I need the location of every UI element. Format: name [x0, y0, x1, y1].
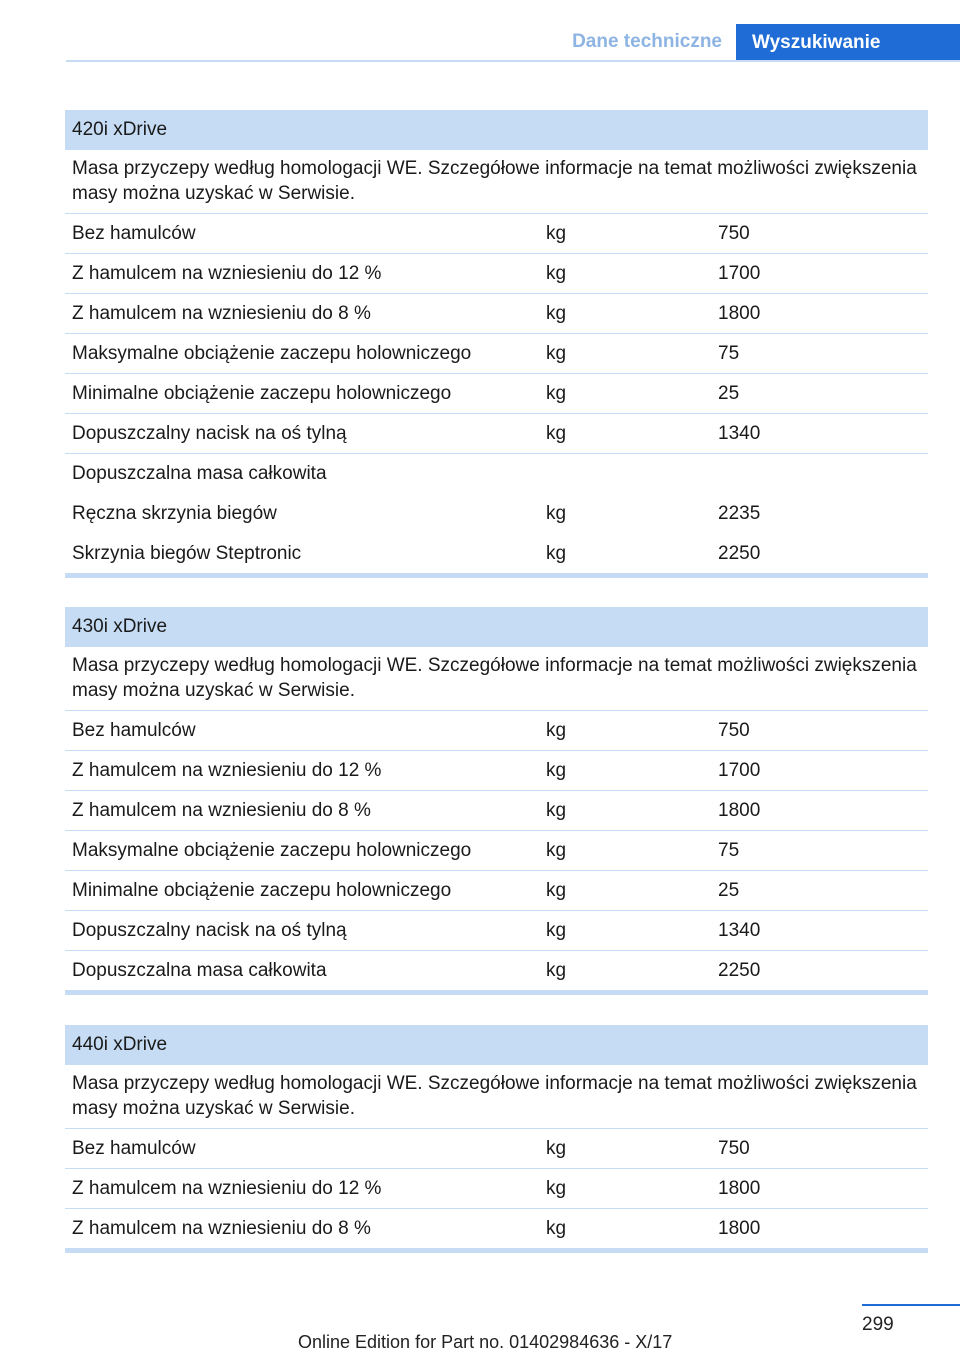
row-label: Z hamulcem na wzniesieniu do 8 % — [72, 800, 371, 821]
row-unit: kg — [546, 343, 567, 364]
row-value — [711, 454, 928, 493]
table-row — [65, 911, 928, 951]
row-label: Z hamulcem na wzniesieniu do 8 % — [72, 1218, 371, 1239]
row-value: 1340 — [718, 423, 761, 444]
row-unit: kg — [546, 920, 567, 941]
row-label: Bez hamulców — [72, 720, 196, 741]
table-row — [65, 374, 928, 414]
page-number: 299 — [862, 1314, 894, 1335]
row-label: Skrzynia biegów Steptronic — [72, 543, 302, 564]
row-label: Z hamulcem na wzniesieniu do 12 % — [72, 1178, 382, 1199]
row-unit: kg — [546, 840, 567, 861]
row-unit: kg — [546, 503, 567, 524]
table-row — [65, 494, 928, 534]
header-divider — [66, 60, 960, 62]
table-end-rule — [65, 1248, 928, 1253]
row-unit: kg — [546, 720, 567, 741]
table-title: 430i xDrive — [65, 607, 928, 647]
table-description: Masa przyczepy według homologacji WE. Szczegółowe informacje na temat możliwości zwiększenia masy można uzyskać w Serwisie. — [65, 150, 928, 214]
row-unit: kg — [546, 263, 567, 284]
table-description: Masa przyczepy według homologacji WE. Szczegółowe informacje na temat możliwości zwiększenia masy można uzyskać w Serwisie. — [65, 647, 928, 711]
table-row — [65, 254, 928, 294]
row-value: 75 — [718, 343, 740, 364]
row-label: Ręczna skrzynia biegów — [72, 503, 277, 524]
row-label: Dopuszczalny nacisk na oś tylną — [72, 920, 347, 941]
row-value: 25 — [718, 383, 740, 404]
row-unit: kg — [546, 543, 567, 564]
row-label: Maksymalne obciążenie zaczepu holowniczego — [72, 840, 472, 861]
table-row — [65, 751, 928, 791]
row-label: Minimalne obciążenie zaczepu holowniczego — [72, 383, 452, 404]
table-row — [65, 1209, 928, 1248]
row-unit: kg — [546, 1138, 567, 1159]
row-unit: kg — [546, 423, 567, 444]
row-unit: kg — [546, 1218, 567, 1239]
row-unit: kg — [546, 1178, 567, 1199]
table-row — [65, 1129, 928, 1169]
row-value: 1800 — [718, 303, 761, 324]
row-value: 750 — [718, 720, 750, 741]
row-value: 2235 — [718, 503, 761, 524]
row-value: 1700 — [718, 263, 761, 284]
row-label: Bez hamulców — [72, 223, 196, 244]
table-row — [65, 534, 928, 573]
row-value: 1800 — [718, 800, 761, 821]
row-unit: kg — [546, 223, 567, 244]
page-header — [66, 24, 960, 62]
row-label: Z hamulcem na wzniesieniu do 12 % — [72, 760, 382, 781]
row-unit: kg — [546, 303, 567, 324]
row-label: Minimalne obciążenie zaczepu holowniczego — [72, 880, 452, 901]
table-end-rule — [65, 573, 928, 578]
table-row — [65, 294, 928, 334]
row-label: Bez hamulców — [72, 1138, 196, 1159]
row-unit: kg — [546, 800, 567, 821]
row-label: Maksymalne obciążenie zaczepu holowniczego — [72, 343, 472, 364]
table-row — [65, 214, 928, 254]
table-row — [65, 334, 928, 374]
table-title: 420i xDrive — [65, 110, 928, 150]
row-label: Dopuszczalny nacisk na oś tylną — [72, 423, 347, 444]
row-value: 2250 — [718, 543, 761, 564]
table-row — [65, 1169, 928, 1209]
table-description: Masa przyczepy według homologacji WE. Szczegółowe informacje na temat możliwości zwiększenia masy można uzyskać w Serwisie. — [65, 1065, 928, 1129]
table-row — [65, 871, 928, 911]
row-label: Dopuszczalna masa całkowita — [72, 463, 327, 484]
table-row — [65, 951, 928, 990]
row-value: 1800 — [718, 1178, 761, 1199]
row-unit: kg — [546, 383, 567, 404]
row-unit: kg — [546, 760, 567, 781]
row-value: 1700 — [718, 760, 761, 781]
row-value: 1340 — [718, 920, 761, 941]
table-row — [65, 414, 928, 454]
row-unit: kg — [546, 880, 567, 901]
footer-rule — [862, 1304, 960, 1306]
row-unit — [539, 454, 711, 493]
row-value: 750 — [718, 1138, 750, 1159]
row-value: 750 — [718, 223, 750, 244]
table-end-rule — [65, 990, 928, 995]
table-row — [65, 791, 928, 831]
search-tab[interactable]: Wyszukiwanie — [736, 24, 960, 62]
spec-table-440i — [65, 1025, 928, 1253]
row-value: 25 — [718, 880, 740, 901]
row-label: Z hamulcem na wzniesieniu do 12 % — [72, 263, 382, 284]
section-tab[interactable]: Dane techniczne — [572, 31, 722, 52]
row-value: 2250 — [718, 960, 761, 981]
row-value: 75 — [718, 840, 740, 861]
table-row — [65, 711, 928, 751]
row-value: 1800 — [718, 1218, 761, 1239]
spec-table-430i — [65, 607, 928, 995]
table-row — [65, 831, 928, 871]
edition-note: Online Edition for Part no. 01402984636 - X/17 — [298, 1332, 673, 1352]
spec-table-420i — [65, 110, 928, 578]
row-unit: kg — [546, 960, 567, 981]
row-label: Z hamulcem na wzniesieniu do 8 % — [72, 303, 371, 324]
row-label: Dopuszczalna masa całkowita — [72, 960, 327, 981]
table-row — [65, 454, 928, 494]
table-title: 440i xDrive — [65, 1025, 928, 1065]
